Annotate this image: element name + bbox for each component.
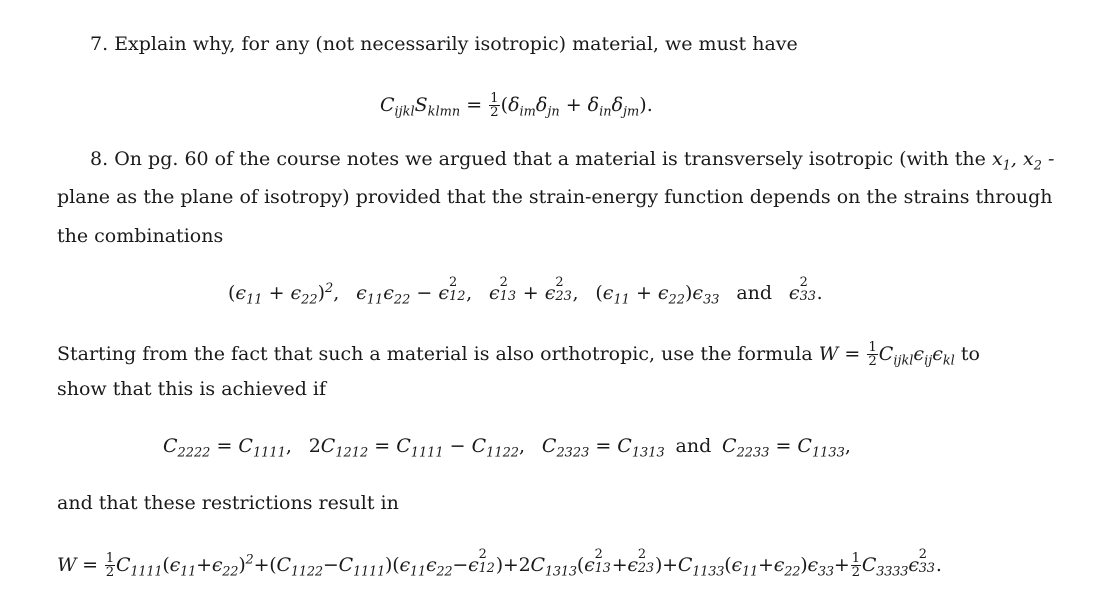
problem-8-line-4 xyxy=(57,341,980,369)
stiffness-conditions: $C_{2222} = C_{1111}$, $2C_{1212} = C_{1111} - C_{1122}$, $C_{2323} = C_{1313}$ and $C_{2233} = C_{1133}$, xyxy=(163,435,851,461)
strain-combinations: $(\epsilon_{11} + \epsilon_{22})^2$, $\epsilon_{11}\epsilon_{22} - \epsilon$ 2 12 , ϵ 2 13 + ϵ 2 23 , $(\epsilon_{11} + \epsilon_{22})\epsilon_{33}$ and ϵ 2 33 . xyxy=(228,274,823,308)
energy-formula: W = $\frac{1}{2}$ $C_{ijkl}\epsilon_{ij}\epsilon_{kl}$ xyxy=(818,340,955,370)
problem-8-line-1 xyxy=(90,148,1055,174)
problem-7-statement xyxy=(90,35,798,54)
problem-7-equation: $C_{ijkl}S_{klmn}$ = $\frac{1}{2}$ $(\delta_{im}\delta_{jn} + \delta_{in}\delta_{jm})$. xyxy=(380,91,653,121)
problem-8-number: 8. xyxy=(90,148,109,170)
problem-8-line-4-start: Starting from the fact that such a material is also orthotropic, use the formula xyxy=(57,342,813,365)
problem-8-plane-vars: $x_1$, $x_2$ - xyxy=(991,148,1055,174)
problem-7-text: Explain why, for any (not necessarily isotropic) material, we must have xyxy=(114,33,798,55)
problem-8-line-2: plane as the plane of isotropy) provided that the strain-energy function depends on the strains through xyxy=(57,186,1053,208)
and-word: and xyxy=(736,282,773,304)
problem-8-line-5: show that this is achieved if xyxy=(57,378,327,400)
problem-8-line-3: the combinations xyxy=(57,225,224,247)
problem-7-number: 7. xyxy=(90,33,109,55)
problem-8-line-6: and that these restrictions result in xyxy=(57,492,399,514)
problem-8-line-1-text: On pg. 60 of the course notes we argued that a material is transversely isotropic (with the xyxy=(114,148,986,170)
problem-8-line-4-end: to xyxy=(960,342,980,365)
final-energy-equation: W = $\frac{1}{2}$ $C_{1111}(\epsilon_{11}+\epsilon_{22})^2+(C_{1122}-C_{1111})(\epsilon_{11}\epsilon_{22}-\epsilon$ 2 12 )$+2C_{1313}(\epsilon$ 2 13 +ϵ 2 23 )$+C_{1133}(\epsilon_{11}+\epsilon_{22})\epsilon_{33}+$ $\frac{1}{2}$ $C_{3333}\epsilon$ 2 33 . xyxy=(57,546,942,581)
